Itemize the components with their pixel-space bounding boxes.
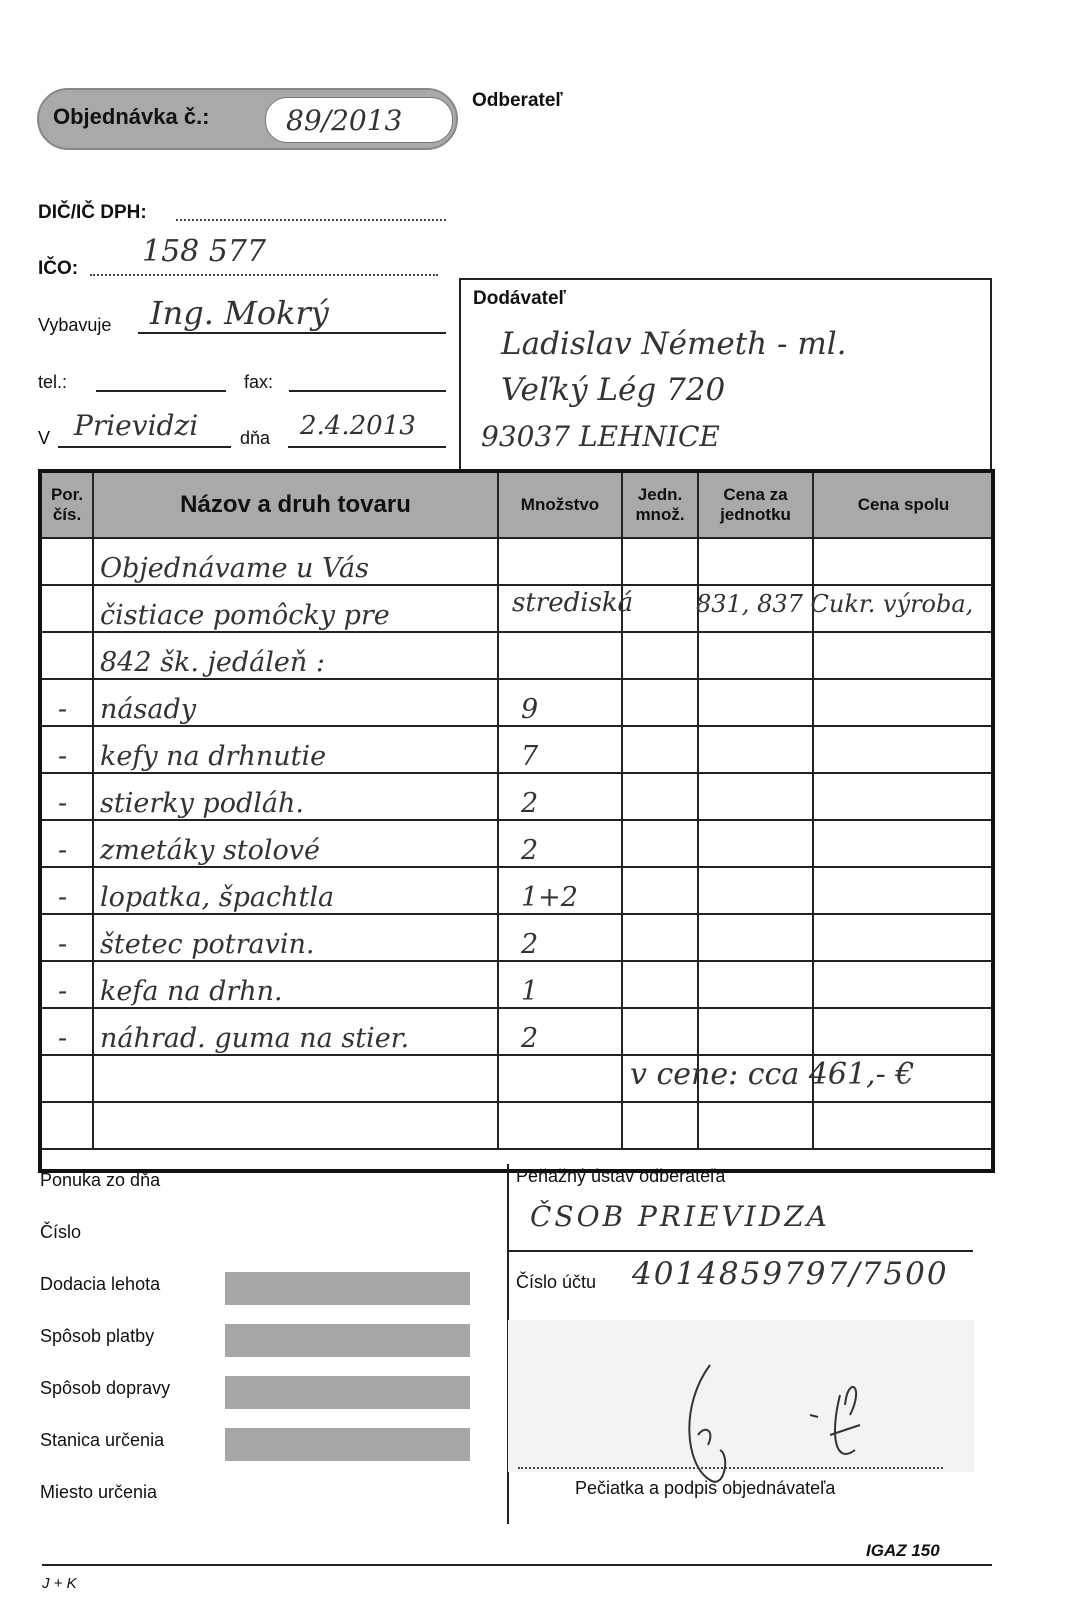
- cell-name-text: kefy na drhnutie: [100, 741, 327, 772]
- cell-num-text: -: [58, 1023, 68, 1054]
- total-note: v cene: cca 461,- €: [630, 1057, 915, 1092]
- cell-unit[interactable]: [622, 773, 698, 820]
- table-row[interactable]: [41, 867, 994, 914]
- cell-qty[interactable]: [498, 773, 622, 820]
- cell-name[interactable]: [93, 679, 498, 726]
- cell-name-text: stierky podláh.: [100, 788, 304, 819]
- signature-line: [518, 1467, 943, 1469]
- bank-value: ČSOB PRIEVIDZA: [530, 1200, 830, 1233]
- dic-field[interactable]: [176, 203, 446, 221]
- row-2-price-overflow: 831, 837 Cukr. výroba,: [696, 590, 974, 618]
- destination-place-label: Miesto určenia: [40, 1482, 158, 1502]
- cell-name-text: náhrad. guma na stier.: [100, 1023, 410, 1054]
- cell-num-text: -: [58, 741, 68, 772]
- cell-qty-text: 2: [521, 788, 539, 819]
- cell-qty[interactable]: [498, 867, 622, 914]
- fax-label: fax:: [244, 372, 274, 392]
- table-header-row: [41, 472, 994, 538]
- payment-method-field[interactable]: [225, 1324, 470, 1357]
- account-label: Číslo účtu: [516, 1272, 597, 1292]
- cell-qty[interactable]: [498, 1102, 622, 1149]
- date-label: dňa: [240, 428, 271, 448]
- table-row[interactable]: [41, 961, 994, 1008]
- header-qty: Množstvo: [498, 472, 622, 538]
- cell-qty-text: 1: [521, 976, 539, 1007]
- cell-name-text: kefa na drhn.: [100, 976, 283, 1007]
- cell-total[interactable]: [813, 1102, 994, 1149]
- header-name: Názov a druh tovaru: [93, 472, 498, 538]
- cell-qty[interactable]: [498, 961, 622, 1008]
- cell-qty-text: 2: [521, 929, 539, 960]
- cell-price[interactable]: [698, 726, 813, 773]
- cell-total[interactable]: [813, 632, 994, 679]
- cell-qty[interactable]: [498, 820, 622, 867]
- footer-left: J + K: [42, 1575, 77, 1592]
- cell-num[interactable]: [41, 914, 93, 961]
- supplier-line: 93037 LEHNICE: [481, 420, 720, 453]
- cell-num-text: -: [58, 835, 68, 866]
- cell-name-text: lopatka, špachtla: [100, 882, 335, 913]
- footer-line: [42, 1564, 992, 1566]
- cell-name-text: násady: [100, 694, 196, 725]
- cell-qty-text: 2: [521, 835, 539, 866]
- place-label: V: [38, 428, 51, 448]
- cell-unit[interactable]: [622, 961, 698, 1008]
- cell-name[interactable]: [93, 961, 498, 1008]
- handled-by-value: Ing. Mokrý: [150, 294, 329, 332]
- table-row[interactable]: [41, 679, 994, 726]
- cell-total[interactable]: [813, 726, 994, 773]
- order-number-pill: [37, 88, 458, 150]
- cell-qty[interactable]: [498, 679, 622, 726]
- cell-total[interactable]: [813, 961, 994, 1008]
- order-number-label: Objednávka č.:: [53, 104, 210, 129]
- cell-name-text: zmetáky stolové: [100, 835, 321, 866]
- destination-station-field[interactable]: [225, 1428, 470, 1461]
- cell-qty[interactable]: [498, 632, 622, 679]
- cell-name[interactable]: [93, 867, 498, 914]
- offer-date-label: Ponuka zo dňa: [40, 1170, 161, 1190]
- cell-total[interactable]: [813, 1008, 994, 1055]
- cell-name[interactable]: [93, 1055, 498, 1102]
- delivery-term-field[interactable]: [225, 1272, 470, 1305]
- cell-num-text: -: [58, 976, 68, 1007]
- cell-num[interactable]: [41, 632, 93, 679]
- tel-label: tel.:: [38, 372, 68, 392]
- cell-name-text: Objednávame u Vás: [100, 553, 369, 584]
- cell-num[interactable]: [41, 1055, 93, 1102]
- supplier-line: Veľký Lég 720: [501, 372, 726, 408]
- cell-price[interactable]: [698, 867, 813, 914]
- cell-unit[interactable]: [622, 1008, 698, 1055]
- cell-total[interactable]: [813, 820, 994, 867]
- row-2-qty-overflow: strediská: [512, 588, 634, 618]
- account-value: 4014859797/7500: [632, 1256, 949, 1292]
- cell-num[interactable]: [41, 538, 93, 585]
- cell-qty[interactable]: [498, 1008, 622, 1055]
- payment-method-label: Spôsob platby: [40, 1326, 155, 1346]
- cell-num[interactable]: [41, 726, 93, 773]
- place-value: Prievidzi: [74, 409, 199, 442]
- cell-qty-text: 9: [521, 694, 539, 725]
- cell-qty[interactable]: [498, 538, 622, 585]
- cell-total[interactable]: [813, 914, 994, 961]
- cell-name[interactable]: [93, 820, 498, 867]
- cell-price[interactable]: [698, 538, 813, 585]
- table-row[interactable]: [41, 773, 994, 820]
- items-table: [40, 471, 995, 1150]
- buyer-heading: Odberateľ: [472, 90, 563, 111]
- date-value: 2.4.2013: [300, 411, 416, 441]
- cell-unit[interactable]: [622, 726, 698, 773]
- table-row[interactable]: [41, 1102, 994, 1149]
- cell-num[interactable]: [41, 773, 93, 820]
- cell-name[interactable]: [93, 1102, 498, 1149]
- cell-name[interactable]: [93, 632, 498, 679]
- cell-price[interactable]: [698, 1102, 813, 1149]
- dic-label: DIČ/IČ DPH:: [38, 202, 147, 223]
- form-code: IGAZ 150: [866, 1541, 940, 1560]
- cell-total[interactable]: [813, 773, 994, 820]
- cell-num[interactable]: [41, 867, 93, 914]
- cell-num[interactable]: [41, 585, 93, 632]
- cell-num-text: -: [58, 882, 68, 913]
- cell-price[interactable]: [698, 679, 813, 726]
- ico-label: IČO:: [38, 258, 79, 279]
- header-total-price: Cena spolu: [813, 472, 994, 538]
- cell-total[interactable]: [813, 679, 994, 726]
- cell-num[interactable]: [41, 679, 93, 726]
- cell-total[interactable]: [813, 538, 994, 585]
- cell-name[interactable]: [93, 538, 498, 585]
- ico-value: 158 577: [142, 234, 267, 269]
- cell-name[interactable]: [93, 773, 498, 820]
- cell-price[interactable]: [698, 820, 813, 867]
- cell-unit[interactable]: [622, 914, 698, 961]
- transport-method-label: Spôsob dopravy: [40, 1378, 171, 1398]
- table-row[interactable]: [41, 914, 994, 961]
- cell-price[interactable]: [698, 914, 813, 961]
- supplier-label: Dodávateľ: [473, 288, 566, 309]
- cell-qty[interactable]: [498, 726, 622, 773]
- bank-label: Peňažný ústav odberateľa: [516, 1166, 726, 1186]
- bank-separator: [508, 1250, 973, 1252]
- cell-num[interactable]: [41, 1102, 93, 1149]
- cell-total[interactable]: [813, 867, 994, 914]
- cell-unit[interactable]: [622, 820, 698, 867]
- cell-unit[interactable]: [622, 1102, 698, 1149]
- cell-name[interactable]: [93, 1008, 498, 1055]
- supplier-line: Ladislav Németh - ml.: [501, 326, 847, 362]
- delivery-term-label: Dodacia lehota: [40, 1274, 161, 1294]
- cell-qty[interactable]: [498, 1055, 622, 1102]
- cell-qty[interactable]: [498, 914, 622, 961]
- order-number-field[interactable]: [265, 97, 453, 143]
- cell-price[interactable]: [698, 773, 813, 820]
- cell-qty-text: 1+2: [521, 882, 578, 913]
- cell-price[interactable]: [698, 1008, 813, 1055]
- fax-field[interactable]: [289, 374, 446, 392]
- cell-num[interactable]: [41, 820, 93, 867]
- tel-field[interactable]: [96, 374, 226, 392]
- cell-name[interactable]: [93, 585, 498, 632]
- header-num: Por. čís.: [41, 472, 93, 538]
- cell-unit[interactable]: [622, 585, 698, 632]
- cell-unit[interactable]: [622, 679, 698, 726]
- transport-method-field[interactable]: [225, 1376, 470, 1409]
- cell-num-text: -: [58, 694, 68, 725]
- signature-label: Pečiatka a podpis objednávateľa: [575, 1478, 836, 1498]
- offer-number-label: Číslo: [40, 1222, 82, 1242]
- table-row[interactable]: [41, 538, 994, 585]
- supplier-box: [459, 278, 992, 472]
- header-unit-price: Cena za jednotku: [698, 472, 813, 538]
- cell-qty-text: 2: [521, 1023, 539, 1054]
- cell-num[interactable]: [41, 1008, 93, 1055]
- table-row[interactable]: [41, 820, 994, 867]
- header-unit: Jedn. množ.: [622, 472, 698, 538]
- cell-price[interactable]: [698, 961, 813, 1008]
- destination-station-label: Stanica určenia: [40, 1430, 165, 1450]
- table-row[interactable]: [41, 726, 994, 773]
- cell-name-text: štetec potravin.: [100, 929, 315, 960]
- cell-qty-text: 7: [521, 741, 539, 772]
- cell-num-text: -: [58, 788, 68, 819]
- cell-name[interactable]: [93, 726, 498, 773]
- cell-name-text: 842 šk. jedáleň :: [100, 647, 325, 678]
- cell-unit[interactable]: [622, 538, 698, 585]
- cell-unit[interactable]: [622, 867, 698, 914]
- cell-name-text: čistiace pomôcky pre: [100, 600, 390, 631]
- cell-unit[interactable]: [622, 632, 698, 679]
- handled-by-label: Vybavuje: [38, 315, 112, 335]
- table-row[interactable]: [41, 1008, 994, 1055]
- order-number-value: 89/2013: [286, 104, 403, 137]
- cell-name[interactable]: [93, 914, 498, 961]
- cell-num[interactable]: [41, 961, 93, 1008]
- cell-num-text: -: [58, 929, 68, 960]
- cell-price[interactable]: [698, 632, 813, 679]
- table-row[interactable]: [41, 632, 994, 679]
